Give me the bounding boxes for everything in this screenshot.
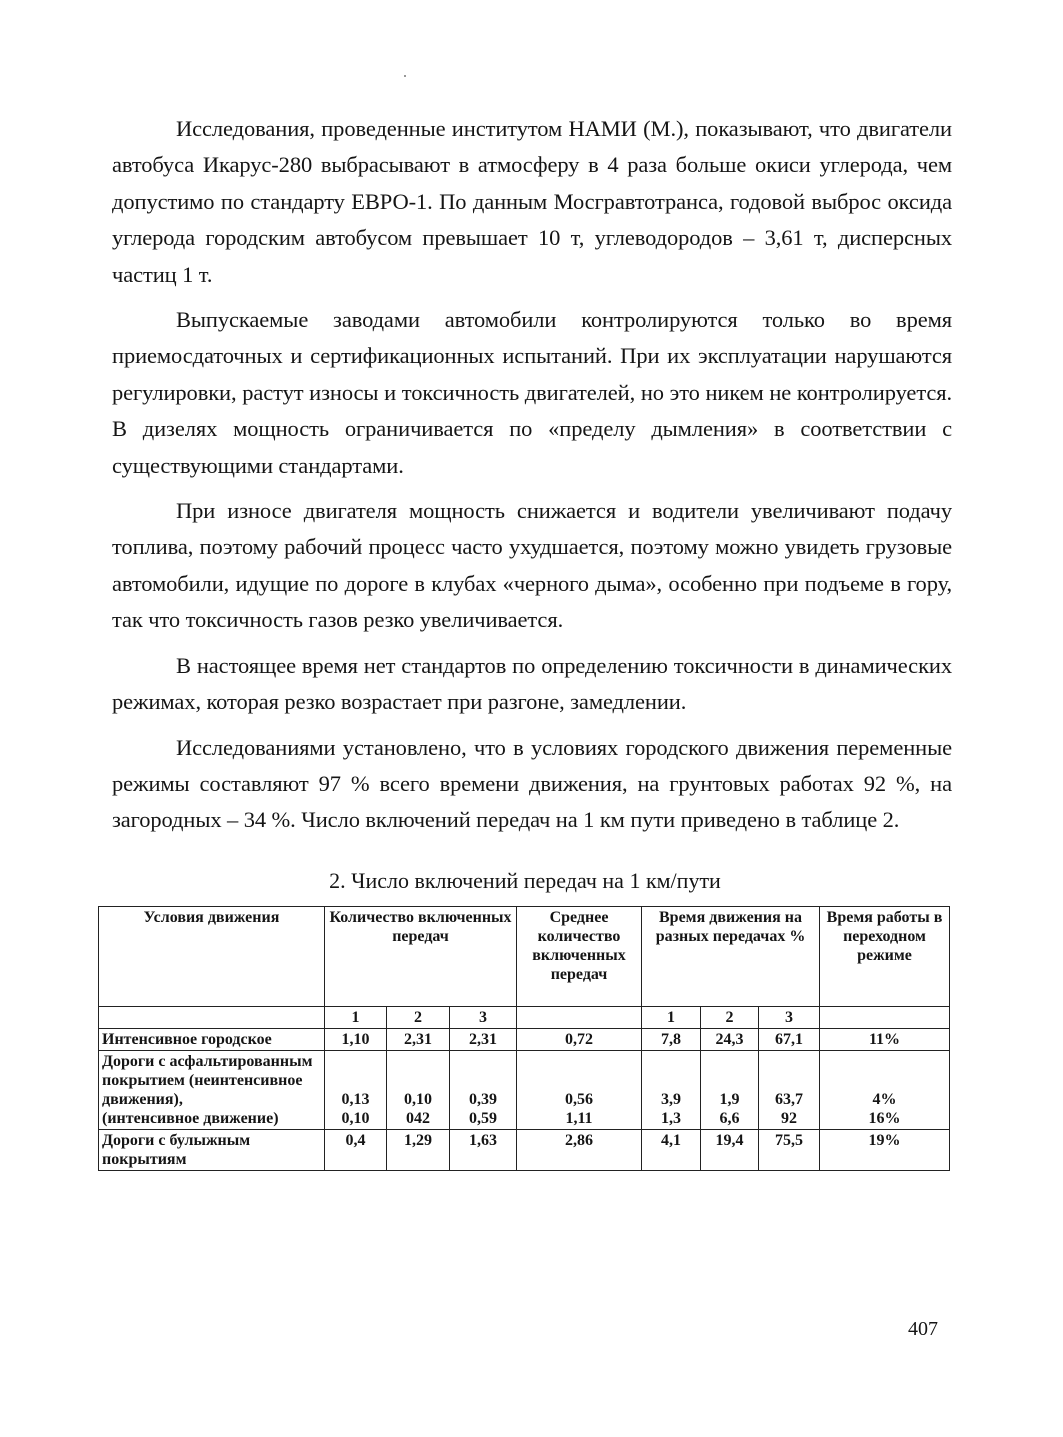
value: 0,56	[565, 1091, 593, 1108]
gear-count-3	[450, 1051, 517, 1130]
empty-cell	[99, 1007, 325, 1029]
time-gear-1	[642, 1051, 701, 1130]
gear-number: 3	[759, 1007, 820, 1029]
gear-count-2	[387, 1051, 450, 1130]
time-gear-2: 19,4	[701, 1130, 759, 1171]
paragraph-3: При износе двигателя мощность снижается и водители увеличивают подачу топлива, поэтому рабочий процесс часто ухудшается, поэтому можно увидеть грузовые автомобили, идущие по дороге в клубах «черного дыма», особенно при подъеме в гору, так что токсичность газов резко увеличивается.	[112, 498, 952, 633]
time-gear-2	[701, 1051, 759, 1130]
gear-number: 1	[642, 1007, 701, 1029]
time-gear-3: 67,1	[759, 1029, 820, 1051]
value: 16%	[868, 1110, 901, 1127]
page-number: 407	[908, 1318, 938, 1340]
transient-time: 19%	[820, 1130, 950, 1171]
header-conditions: Условия движения	[99, 907, 325, 1007]
paragraph-2: Выпускаемые заводами автомобили контролируются только во время приемосдаточных и сертификационных испытаний. При их эксплуатации нарушаются регулировки, растут износы и токсичность двигателей, но это никем не контролируется. В дизелях мощность ограничивается по «пределу дымления» в соответствии с существующими стандартами.	[112, 307, 952, 478]
gear-count-1: 0,4	[325, 1130, 387, 1171]
header-transient-time: Время работы в переходном режиме	[820, 907, 950, 1007]
value: 63,7	[775, 1091, 803, 1108]
value: 1,3	[661, 1110, 681, 1127]
value: 0,10	[341, 1110, 370, 1127]
table-row-intensive	[99, 1029, 950, 1051]
gear-count-2: 1,29	[387, 1130, 450, 1171]
time-gear-3: 75,5	[759, 1130, 820, 1171]
header-time-on-gears: Время движения на разных передачах %	[642, 907, 820, 1007]
gear-number: 3	[450, 1007, 517, 1029]
time-gear-2: 24,3	[701, 1029, 759, 1051]
value: 1,11	[565, 1110, 593, 1127]
time-gear-1: 7,8	[642, 1029, 701, 1051]
value: 1,9	[719, 1091, 740, 1108]
gear-number: 2	[387, 1007, 450, 1029]
empty-cell	[820, 1007, 950, 1029]
table-title: 2. Число включений передач на 1 км/пути	[329, 868, 721, 893]
row-label	[99, 1051, 325, 1130]
gear-number: 1	[325, 1007, 387, 1029]
header-average: Среднее количество включенных передач	[517, 907, 642, 1007]
paragraph-4: В настоящее время нет стандартов по определению токсичности в динамических режимах, которая резко возрастает при разгоне, замедлении.	[112, 652, 952, 715]
row-label-part: (интенсивное движение)	[102, 1110, 279, 1127]
value: 0,10	[404, 1091, 432, 1108]
gear-count-3: 2,31	[450, 1029, 517, 1051]
table-gear-row	[99, 1007, 950, 1029]
gear-count-3: 1,63	[450, 1130, 517, 1171]
empty-cell	[517, 1007, 642, 1029]
value: 0,13	[341, 1091, 370, 1108]
value: 3,9	[661, 1091, 681, 1108]
average-count: 0,72	[517, 1029, 642, 1051]
gear-number: 2	[701, 1007, 759, 1029]
row-label: Дороги с булыжным покрытиям	[99, 1130, 325, 1171]
average-count: 2,86	[517, 1130, 642, 1171]
gear-count-1	[325, 1051, 387, 1130]
transient-time: 11%	[820, 1029, 950, 1051]
table-header-row	[99, 907, 950, 1007]
paragraph-1: Исследования, проведенные институтом НАМИ (М.), показывают, что двигатели автобуса Икарус-280 выбрасывают в атмосферу в 4 раза больше окиси углерода, чем допустимо по стандарту ЕВРО-1. По данным Мосгравтотранса, годовой выброс оксида углерода городским автобусом превышает 10 т, углеводородов – 3,61 т, дисперсных частиц 1 т.	[112, 116, 952, 287]
gear-shift-table	[98, 906, 950, 1171]
scan-speck	[404, 75, 406, 77]
value: 042	[406, 1110, 430, 1127]
value: 92	[781, 1110, 797, 1127]
transient-time	[820, 1051, 950, 1130]
gear-count-2: 2,31	[387, 1029, 450, 1051]
header-gear-count: Количество включенных передач	[325, 907, 517, 1007]
value: 4%	[872, 1091, 897, 1108]
average-count	[517, 1051, 642, 1130]
value: 6,6	[719, 1110, 740, 1127]
body-text	[112, 111, 952, 848]
table-row-cobble	[99, 1130, 950, 1171]
time-gear-3	[759, 1051, 820, 1130]
paragraph-5: Исследованиями установлено, что в условиях городского движения переменные режимы составляют 97 % всего времени движения, на грунтовых работах 92 %, на загородных – 34 %. Число включений передач на 1 км пути приведено в таблице 2.	[112, 734, 952, 833]
table-row-asphalt	[99, 1051, 950, 1130]
row-label: Интенсивное городское	[99, 1029, 325, 1051]
gear-count-1: 1,10	[325, 1029, 387, 1051]
value: 0,59	[469, 1110, 497, 1127]
row-label-part: Дороги с асфальтированным покрытием (неинтенсивное движения),	[102, 1053, 313, 1108]
value: 0,39	[469, 1091, 497, 1108]
time-gear-1: 4,1	[642, 1130, 701, 1171]
